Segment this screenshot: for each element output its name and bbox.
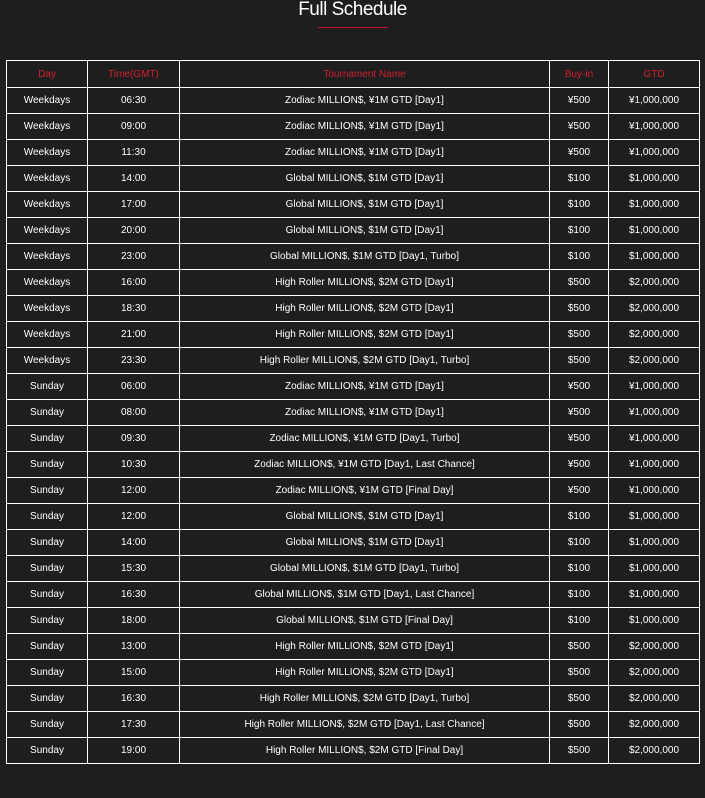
table-row (7, 686, 700, 712)
cell-gtd: $1,000,000 (609, 530, 700, 556)
cell-buyin: $100 (550, 556, 609, 582)
cell-gtd: $1,000,000 (609, 166, 700, 192)
cell-time: 18:00 (88, 608, 180, 634)
table-row (7, 556, 700, 582)
header-gtd: GTD (609, 61, 700, 88)
table-row (7, 712, 700, 738)
cell-tournament-name: Zodiac MILLION$, ¥1M GTD [Day1] (180, 400, 550, 426)
page-title: Full Schedule (298, 0, 407, 20)
header-tournament-name: Tournament Name (180, 61, 550, 88)
cell-time: 06:00 (88, 374, 180, 400)
cell-buyin: $500 (550, 686, 609, 712)
cell-buyin: ¥500 (550, 478, 609, 504)
cell-time: 20:00 (88, 218, 180, 244)
cell-buyin: $500 (550, 270, 609, 296)
cell-tournament-name: Global MILLION$, $1M GTD [Day1] (180, 192, 550, 218)
table-row (7, 400, 700, 426)
table-row (7, 478, 700, 504)
cell-gtd: ¥1,000,000 (609, 374, 700, 400)
table-row (7, 140, 700, 166)
cell-time: 11:30 (88, 140, 180, 166)
cell-buyin: $500 (550, 738, 609, 764)
cell-buyin: $100 (550, 244, 609, 270)
header-day: Day (7, 61, 88, 88)
cell-tournament-name: Global MILLION$, $1M GTD [Day1] (180, 166, 550, 192)
cell-day: Weekdays (7, 140, 88, 166)
cell-tournament-name: High Roller MILLION$, $2M GTD [Day1] (180, 270, 550, 296)
cell-day: Sunday (7, 582, 88, 608)
cell-time: 23:00 (88, 244, 180, 270)
cell-time: 14:00 (88, 530, 180, 556)
cell-day: Weekdays (7, 244, 88, 270)
title-underline (318, 27, 388, 28)
table-row (7, 374, 700, 400)
cell-day: Sunday (7, 504, 88, 530)
cell-time: 14:00 (88, 166, 180, 192)
cell-tournament-name: High Roller MILLION$, $2M GTD [Day1, Last Chance] (180, 712, 550, 738)
cell-tournament-name: Global MILLION$, $1M GTD [Day1] (180, 218, 550, 244)
cell-time: 17:00 (88, 192, 180, 218)
cell-buyin: ¥500 (550, 374, 609, 400)
cell-tournament-name: High Roller MILLION$, $2M GTD [Day1] (180, 660, 550, 686)
header-buyin: Buy-in (550, 61, 609, 88)
cell-tournament-name: Global MILLION$, $1M GTD [Day1, Last Chance] (180, 582, 550, 608)
cell-day: Sunday (7, 634, 88, 660)
table-row (7, 426, 700, 452)
cell-tournament-name: High Roller MILLION$, $2M GTD [Final Day] (180, 738, 550, 764)
table-row (7, 504, 700, 530)
cell-gtd: ¥1,000,000 (609, 140, 700, 166)
cell-time: 09:30 (88, 426, 180, 452)
cell-time: 16:30 (88, 582, 180, 608)
cell-buyin: ¥500 (550, 400, 609, 426)
cell-day: Weekdays (7, 270, 88, 296)
cell-gtd: $2,000,000 (609, 322, 700, 348)
cell-tournament-name: Global MILLION$, $1M GTD [Day1, Turbo] (180, 244, 550, 270)
cell-buyin: $500 (550, 348, 609, 374)
cell-tournament-name: Zodiac MILLION$, ¥1M GTD [Day1, Last Chance] (180, 452, 550, 478)
cell-day: Sunday (7, 400, 88, 426)
cell-day: Sunday (7, 660, 88, 686)
cell-time: 10:30 (88, 452, 180, 478)
cell-day: Sunday (7, 478, 88, 504)
cell-tournament-name: High Roller MILLION$, $2M GTD [Day1] (180, 634, 550, 660)
cell-gtd: $2,000,000 (609, 270, 700, 296)
cell-time: 12:00 (88, 478, 180, 504)
table-row (7, 660, 700, 686)
cell-day: Weekdays (7, 322, 88, 348)
cell-tournament-name: Zodiac MILLION$, ¥1M GTD [Day1] (180, 140, 550, 166)
cell-buyin: $100 (550, 166, 609, 192)
cell-tournament-name: Zodiac MILLION$, ¥1M GTD [Day1] (180, 114, 550, 140)
table-row (7, 582, 700, 608)
table-row (7, 114, 700, 140)
cell-buyin: ¥500 (550, 88, 609, 114)
cell-time: 21:00 (88, 322, 180, 348)
table-row (7, 452, 700, 478)
header-row (7, 61, 700, 88)
table-row (7, 738, 700, 764)
table-row (7, 608, 700, 634)
cell-day: Weekdays (7, 114, 88, 140)
table-row (7, 348, 700, 374)
cell-time: 09:00 (88, 114, 180, 140)
cell-buyin: $500 (550, 322, 609, 348)
cell-time: 13:00 (88, 634, 180, 660)
table-row (7, 296, 700, 322)
cell-tournament-name: Zodiac MILLION$, ¥1M GTD [Day1] (180, 88, 550, 114)
cell-gtd: $1,000,000 (609, 192, 700, 218)
cell-gtd: ¥1,000,000 (609, 478, 700, 504)
cell-day: Sunday (7, 374, 88, 400)
schedule-table (6, 60, 700, 764)
cell-buyin: $100 (550, 504, 609, 530)
cell-buyin: $500 (550, 660, 609, 686)
cell-buyin: ¥500 (550, 114, 609, 140)
cell-tournament-name: High Roller MILLION$, $2M GTD [Day1, Turbo] (180, 686, 550, 712)
cell-day: Weekdays (7, 296, 88, 322)
table-row (7, 88, 700, 114)
cell-tournament-name: High Roller MILLION$, $2M GTD [Day1, Turbo] (180, 348, 550, 374)
cell-buyin: ¥500 (550, 140, 609, 166)
cell-day: Weekdays (7, 218, 88, 244)
cell-tournament-name: Zodiac MILLION$, ¥1M GTD [Day1, Turbo] (180, 426, 550, 452)
cell-time: 15:00 (88, 660, 180, 686)
cell-tournament-name: Global MILLION$, $1M GTD [Day1] (180, 530, 550, 556)
cell-time: 16:30 (88, 686, 180, 712)
cell-gtd: $2,000,000 (609, 634, 700, 660)
cell-buyin: $100 (550, 608, 609, 634)
cell-buyin: $100 (550, 192, 609, 218)
cell-buyin: $100 (550, 582, 609, 608)
cell-gtd: $1,000,000 (609, 504, 700, 530)
cell-day: Sunday (7, 686, 88, 712)
cell-day: Sunday (7, 738, 88, 764)
cell-gtd: $2,000,000 (609, 348, 700, 374)
cell-time: 08:00 (88, 400, 180, 426)
cell-tournament-name: Global MILLION$, $1M GTD [Day1] (180, 504, 550, 530)
cell-day: Sunday (7, 452, 88, 478)
cell-buyin: ¥500 (550, 426, 609, 452)
table-row (7, 270, 700, 296)
cell-day: Sunday (7, 712, 88, 738)
cell-day: Sunday (7, 530, 88, 556)
cell-gtd: $1,000,000 (609, 556, 700, 582)
cell-time: 23:30 (88, 348, 180, 374)
cell-time: 18:30 (88, 296, 180, 322)
cell-tournament-name: Zodiac MILLION$, ¥1M GTD [Day1] (180, 374, 550, 400)
cell-gtd: $1,000,000 (609, 582, 700, 608)
cell-day: Weekdays (7, 88, 88, 114)
cell-gtd: ¥1,000,000 (609, 88, 700, 114)
cell-gtd: $2,000,000 (609, 686, 700, 712)
cell-day: Sunday (7, 608, 88, 634)
cell-day: Sunday (7, 426, 88, 452)
cell-day: Weekdays (7, 348, 88, 374)
cell-gtd: ¥1,000,000 (609, 426, 700, 452)
cell-gtd: $1,000,000 (609, 218, 700, 244)
table-row (7, 634, 700, 660)
cell-buyin: $100 (550, 530, 609, 556)
cell-time: 06:30 (88, 88, 180, 114)
cell-gtd: $2,000,000 (609, 712, 700, 738)
cell-time: 17:30 (88, 712, 180, 738)
table-row (7, 192, 700, 218)
cell-tournament-name: Global MILLION$, $1M GTD [Day1, Turbo] (180, 556, 550, 582)
table-row (7, 530, 700, 556)
table-row (7, 166, 700, 192)
cell-gtd: $2,000,000 (609, 296, 700, 322)
cell-time: 15:30 (88, 556, 180, 582)
cell-buyin: $100 (550, 218, 609, 244)
cell-gtd: $1,000,000 (609, 608, 700, 634)
cell-day: Weekdays (7, 166, 88, 192)
cell-gtd: $1,000,000 (609, 244, 700, 270)
cell-tournament-name: High Roller MILLION$, $2M GTD [Day1] (180, 322, 550, 348)
cell-day: Weekdays (7, 192, 88, 218)
cell-buyin: $500 (550, 712, 609, 738)
cell-gtd: $2,000,000 (609, 660, 700, 686)
cell-tournament-name: High Roller MILLION$, $2M GTD [Day1] (180, 296, 550, 322)
cell-day: Sunday (7, 556, 88, 582)
cell-buyin: $500 (550, 296, 609, 322)
cell-gtd: ¥1,000,000 (609, 452, 700, 478)
header-time: Time(GMT) (88, 61, 180, 88)
cell-gtd: $2,000,000 (609, 738, 700, 764)
cell-tournament-name: Global MILLION$, $1M GTD [Final Day] (180, 608, 550, 634)
table-row (7, 218, 700, 244)
cell-time: 19:00 (88, 738, 180, 764)
cell-buyin: $500 (550, 634, 609, 660)
table-row (7, 244, 700, 270)
cell-time: 12:00 (88, 504, 180, 530)
table-row (7, 322, 700, 348)
cell-buyin: ¥500 (550, 452, 609, 478)
cell-gtd: ¥1,000,000 (609, 400, 700, 426)
cell-gtd: ¥1,000,000 (609, 114, 700, 140)
cell-tournament-name: Zodiac MILLION$, ¥1M GTD [Final Day] (180, 478, 550, 504)
cell-time: 16:00 (88, 270, 180, 296)
